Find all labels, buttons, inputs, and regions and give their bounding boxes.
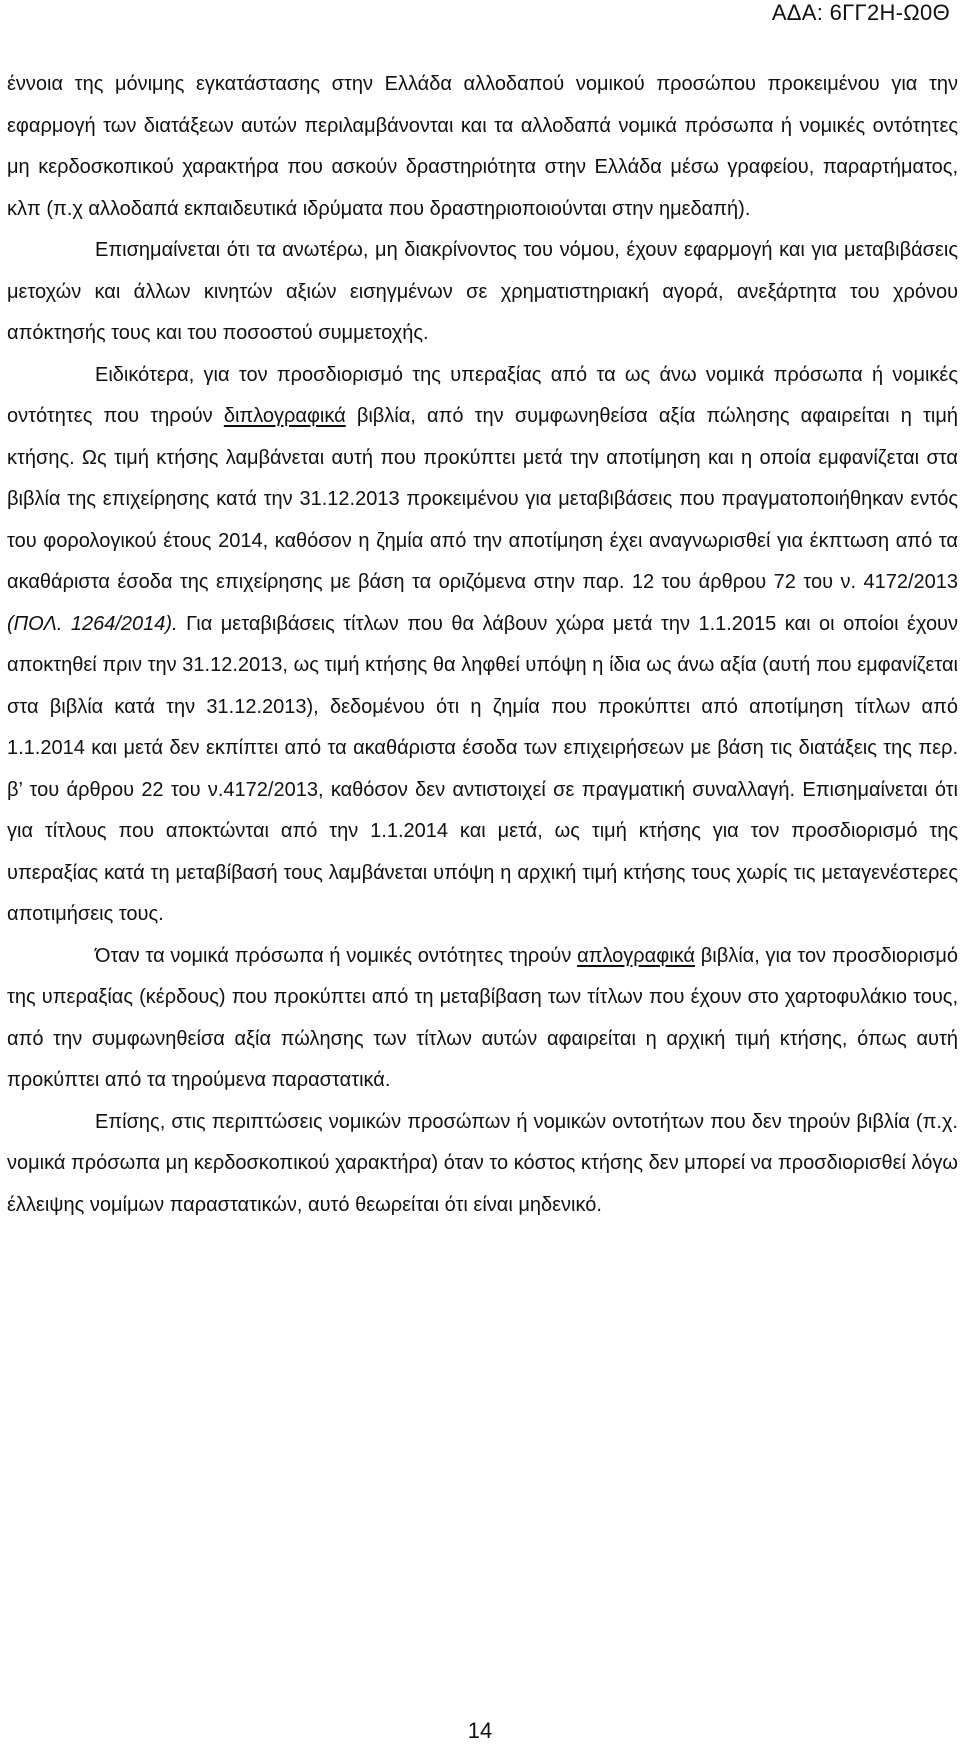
paragraph-text-segment: βιβλία, από την συμφωνηθείσα αξία πώλησης αφαιρείται η τιμή κτήσης. Ως τιμή κτήσης λαμβάνεται αυτή που προκύπτει μετά την αποτίμηση και η οποία εμφανίζεται στα βιβλία της επιχείρησης κατά την 31.12.2013 προκειμένου για μεταβιβάσεις που πραγματοποιήθηκαν εντός του φορολογικού έτους 2014, καθόσον η ζημία από την αποτίμηση έχει αναγνωρισθεί για έκπτωση από τα ακαθάριστα έσοδα της επιχείρησης με βάση τα οριζόμενα στην παρ. 12 του άρθρου 72 του ν. 4172/2013: [7, 405, 958, 593]
paragraph-text-segment: Για μεταβιβάσεις τίτλων που θα λάβουν χώρα μετά την 1.1.2015 και οι οποίοι έχουν αποκτηθεί πριν την 31.12.2013, ως τιμή κτήσης θα ληφθεί υπόψη η ίδια ως άνω αξία (αυτή που εμφανίζεται στα βιβλία κατά την 31.12.2013), δεδομένου ότι η ζημία που προκύπτει από αποτίμηση τίτλων από 1.1.2014 και μετά δεν εκπίπτει από τα ακαθάριστα έσοδα των επιχειρήσεων με βάση τις διατάξεις της περ. β’ του άρθρου 22 του ν.4172/2013, καθόσον δεν αντιστοιχεί σε πραγματική συναλλαγή. Επισημαίνεται ότι για τίτλους που αποκτώνται από την 1.1.2014 και μετά, ως τιμή κτήσης για τον προσδιορισμό της υπεραξίας κατά τη μεταβίβασή τους λαμβάνεται υπόψη η αρχική τιμή κτήσης τους χωρίς τις μεταγενέστερες αποτιμήσεις τους.: [7, 612, 958, 925]
underlined-term-single-entry: απλογραφικά: [577, 944, 695, 967]
paragraph-no-books: Επίσης, στις περιπτώσεις νομικών προσώπων ή νομικών οντοτήτων που δεν τηρούν βιβλία (π.χ. νομικά πρόσωπα μη κερδοσκοπικού χαρακτήρα) όταν το κόστος κτήσης δεν μπορεί να προσδιορισθεί λόγω έλλειψης νομίμων παραστατικών, αυτό θεωρείται ότι είναι μηδενικό.: [7, 1110, 958, 1216]
paragraph-listed-shares: Επισημαίνεται ότι τα ανωτέρω, μη διακρίνοντος του νόμου, έχουν εφαρμογή και για μεταβιβάσεις μετοχών και άλλων κινητών αξιών εισηγμένων σε χρηματιστηριακή αγορά, ανεξάρτητα του χρόνου απόκτησής τους και του ποσοστού συμμετοχής.: [7, 239, 958, 344]
ada-identifier: ΑΔΑ: 6ΓΓ2Η-Ω0Θ: [771, 0, 950, 25]
document-body: [7, 64, 958, 1226]
paragraph-double-entry-books: [7, 355, 958, 936]
underlined-term-double-entry: διπλογραφικά: [223, 405, 346, 427]
paragraph-permanent-establishment: έννοια της μόνιμης εγκατάστασης στην Ελλάδα αλλοδαπού νομικού προσώπου προκειμένου για την εφαρμογή των διατάξεων αυτών περιλαμβάνονται και τα αλλοδαπά νομικά πρόσωπα ή νομικές οντότητες μη κερδοσκοπικού χαρακτήρα που ασκούν δραστηριότητα στην Ελλάδα μέσω γραφείου, παραρτήματος, κλπ (π.χ αλλοδαπά εκπαιδευτικά ιδρύματα που δραστηριοποιούνται στην ημεδαπή).: [7, 73, 958, 220]
paragraph-text-segment: βιβλία, για τον προσδιορισμό της υπεραξίας (κέρδους) που προκύπτει από τη μεταβίβαση των τίτλων που έχουν στο χαρτοφυλάκιο τους, από την συμφωνηθείσα αξία πώλησης των τίτλων αυτών αφαιρείται η αρχική τιμή κτήσης, όπως αυτή προκύπτει από τα τηρούμενα παραστατικά.: [7, 944, 958, 1091]
circular-reference: (ΠΟΛ. 1264/2014).: [7, 612, 178, 635]
paragraph-text-segment: Ειδικότερα, για τον προσδιορισμό της υπεραξίας από τα ως άνω νομικά πρόσωπα ή νομικές οντότητες που τηρούν: [7, 363, 958, 427]
page-number: 14: [467, 1718, 493, 1743]
paragraph-text-segment: Όταν τα νομικά πρόσωπα ή νομικές οντότητες τηρούν: [95, 944, 578, 967]
paragraph-single-entry-books: [7, 936, 958, 1102]
